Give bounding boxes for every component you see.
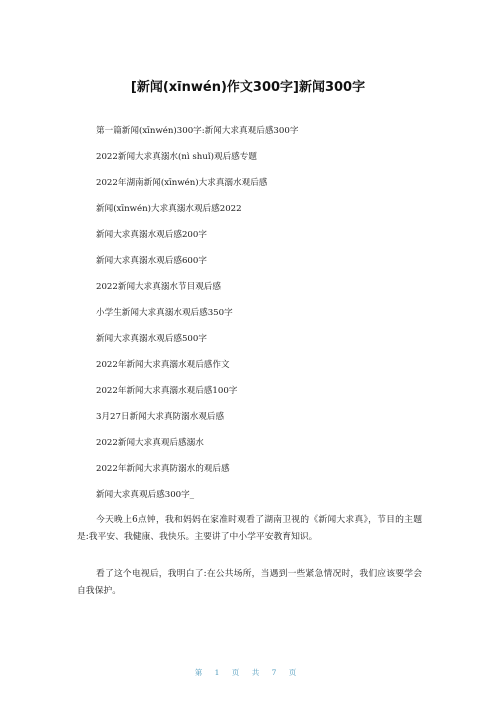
list-item: 2022年新闻大求真防溺水的观后感 <box>96 464 230 474</box>
list-item: 2022新闻大求真溺水(nì shuǐ)观后感专题 <box>96 152 257 162</box>
list-item: 3月27日新闻大求真防溺水观后感 <box>96 412 225 422</box>
list-item: 2022年湖南新闻(xīnwén)大求真溺水观后感 <box>96 178 268 188</box>
list-item: 2022年新闻大求真溺水观后感作文 <box>96 360 230 370</box>
document-title: [新闻(xīnwén)作文300字]新闻300字 <box>130 80 366 95</box>
list-item: 2022新闻大求真观后感溺水 <box>96 438 204 448</box>
list-item: 小学生新闻大求真溺水观后感350字 <box>96 308 233 318</box>
page-footer: 第 1 页 共 7 页 <box>194 668 302 677</box>
list-item: 新闻大求真溺水观后感600字 <box>96 256 207 266</box>
list-item: 新闻大求真溺水观后感200字 <box>96 230 207 240</box>
article-title-list <box>96 124 456 514</box>
body-paragraph: 看了这个电视后，我明白了:在公共场所，当遇到一些紧急情况时，我们应该要学会自我保护。 <box>77 569 422 596</box>
list-item: 新闻大求真溺水观后感500字 <box>96 334 207 344</box>
list-item: 第一篇新闻(xīnwén)300字:新闻大求真观后感300字 <box>96 126 299 136</box>
list-item: 2022年新闻大求真溺水观后感100字 <box>96 386 238 396</box>
list-item: 新闻(xīnwén)大求真溺水观后感2022 <box>96 204 242 214</box>
list-item: 2022新闻大求真溺水节目观后感 <box>96 282 221 292</box>
list-item: 新闻大求真观后感300字_ <box>96 490 195 500</box>
body-paragraph: 今天晚上6点钟，我和妈妈在家准时观看了湖南卫视的《新闻大求真》，节目的主题是:我平安、我健康、我快乐。主要讲了中小学平安教育知识。 <box>77 515 422 542</box>
